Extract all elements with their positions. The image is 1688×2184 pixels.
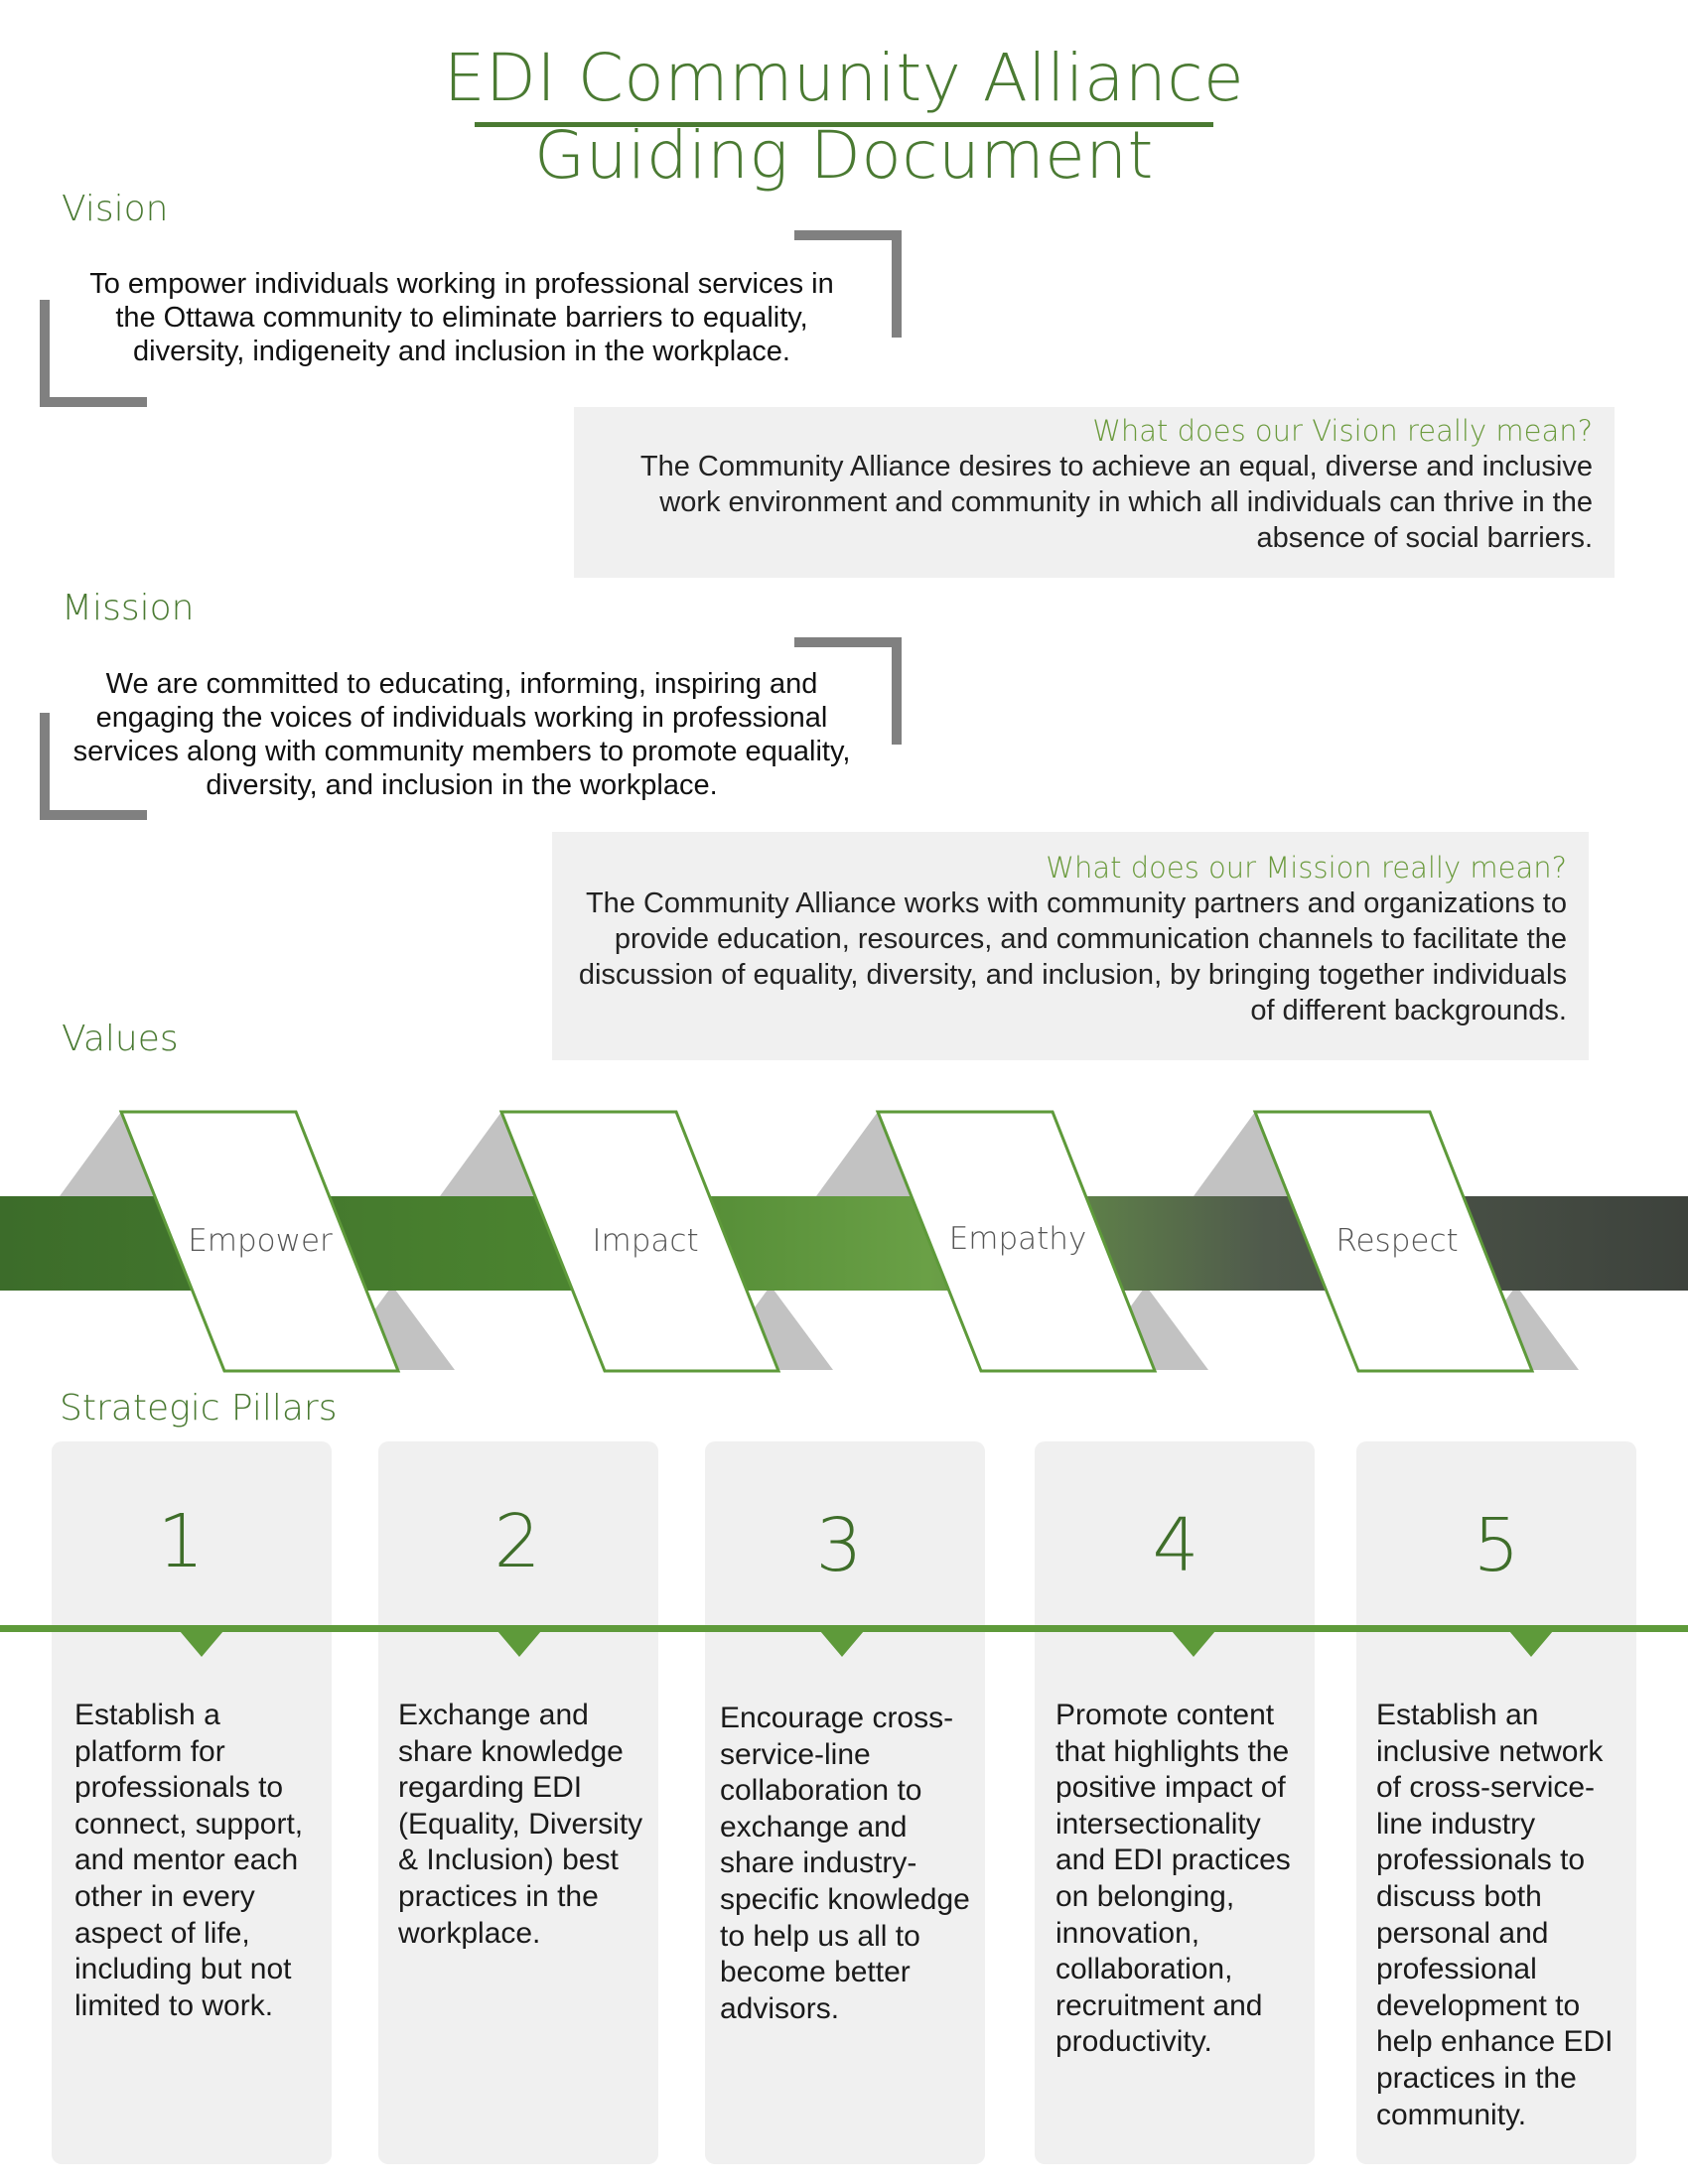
pillar-arrow-5 [1509, 1631, 1553, 1657]
pillar-text-4: Promote content that highlights the positive impact of intersectionality and EDI practices on belonging, innovation, collaboration, recruitment and productivity. [1055, 1699, 1291, 2059]
mission-heading: Mission [62, 588, 195, 628]
pillar-text-2: Exchange and share knowledge regarding EDI (Equality, Diversity & Inclusion) best practices in the workplace. [398, 1699, 643, 1950]
mission-meaning-text: The Community Alliance works with community partners and organizations to provide education, resources, and communication channels to facilitate the discussion of equality, diversity, and inclusion, by bringing together individuals of different backgrounds. [578, 887, 1567, 1026]
pillars-heading: Strategic Pillars [60, 1388, 338, 1429]
vision-meaning-box [574, 407, 1615, 578]
pillar-arrow-4 [1172, 1631, 1215, 1657]
mission-meaning-box [552, 832, 1589, 1060]
value-impact: Impact [592, 1223, 699, 1259]
values-heading: Values [62, 1019, 179, 1059]
pillar-text-3: Encourage cross-service-line collaboration to exchange and share industry-specific knowledge to help us all to become better advisors. [720, 1702, 970, 2025]
pillar-arrow-2 [497, 1631, 541, 1657]
pillar-number-5: 5 [1473, 1503, 1520, 1588]
pillar-arrow-1 [180, 1631, 223, 1657]
pillar-text-1: Establish a platform for professionals to connect, support, and mentor each other in every aspect of life, including but not limited to work. [74, 1699, 304, 2022]
vision-statement: To empower individuals working in professional services in the Ottawa community to eliminate barriers to equality, diversity, indigeneity and inclusion in the workplace. [89, 268, 834, 367]
value-empower: Empower [188, 1223, 333, 1259]
pillar-arrow-3 [820, 1631, 864, 1657]
vision-meaning-text: The Community Alliance desires to achieve an equal, diverse and inclusive work environment and community in which all individuals can thrive in the absence of social barriers. [639, 451, 1593, 554]
vision-meaning-question: What does our Vision really mean? [1092, 414, 1593, 448]
vision-heading: Vision [62, 189, 169, 229]
pillar-number-1: 1 [157, 1499, 205, 1584]
mission-statement: We are committed to educating, informing, inspiring and engaging the voices of individuals working in professional services along with community members to promote equality, diversity, and inclusion in the workplace. [72, 668, 851, 801]
title-line-1: EDI Community Alliance [443, 40, 1245, 116]
value-empathy: Empathy [948, 1221, 1087, 1257]
pillar-number-4: 4 [1152, 1503, 1199, 1588]
pillar-text-5: Establish an inclusive network of cross-service-line industry professionals to discuss both personal and professional development to help enhance EDI practices in the community. [1376, 1699, 1614, 2131]
value-respect: Respect [1336, 1223, 1459, 1259]
pillar-number-2: 2 [493, 1499, 541, 1584]
mission-meaning-question: What does our Mission really mean? [1046, 851, 1567, 885]
pillar-number-3: 3 [815, 1503, 863, 1588]
title-line-2: Guiding Document [534, 117, 1154, 194]
